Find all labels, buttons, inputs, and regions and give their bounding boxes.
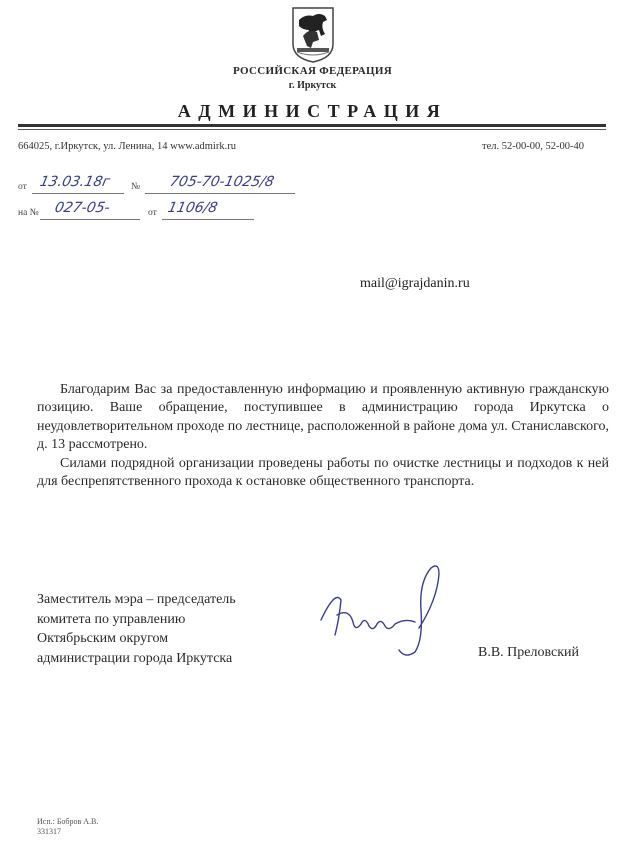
from-label: от [18,182,27,192]
executor-info [37,817,98,837]
reply-from-label: от [148,208,157,218]
reply-date: 1106/8 [166,200,219,216]
signer-name: В.В. Преловский [478,645,580,660]
handwritten-signature [315,560,455,660]
signer-position-line: Октябрьским округом [37,631,169,646]
executor-name: Исп.: Бобров А.В. [37,817,99,826]
reply-number: 027-05- [53,200,112,216]
recipient-email: mail@igrajdanin.ru [360,276,470,291]
signer-position-line: комитета по управлению [37,611,186,627]
body-paragraph-2: Силами подрядной организации проведены работы по очистке лестницы и подходов к ней для беспрепятственного прохода к остановке общественного транспорта. [37,455,609,490]
reply-number-underline [40,219,140,220]
phone-line: тел. 52-00-00, 52-00-40 [482,141,584,152]
registration-date: 13.03.18г [38,174,112,190]
body-paragraph-1: Благодарим Вас за предоставленную информацию и проявленную активную гражданскую позицию. Ваше обращение, поступившее в администрацию города Иркутска о неудовлетворительном проходе по лестнице, расположенной в районе дома ул. Станиславского, д. 13 рассмотрено. [37,382,609,453]
registration-number: 705-70-1025/8 [168,174,276,190]
address-line: 664025, г.Иркутск, ул. Ленина, 14 www.admirk.ru [18,141,236,152]
signer-position [37,590,236,668]
number-label: № [131,182,141,192]
reply-date-underline [162,219,254,220]
executor-phone: 331317 [37,827,61,836]
header-divider-thin [18,129,606,130]
city-name: г. Иркутск [288,80,337,91]
organization-title: АДМИНИСТРАЦИЯ [177,101,448,121]
header-divider-thick [18,124,606,127]
country-name: РОССИЙСКАЯ ФЕДЕРАЦИЯ [233,65,392,77]
signer-position-line: администрации города Иркутска [37,650,233,666]
number-underline [145,193,295,194]
letter-body [37,381,609,491]
date-underline [32,193,124,194]
reply-label: на № [18,208,39,218]
coat-of-arms-icon [291,6,335,64]
signer-position-line: Заместитель мэра – председатель [37,592,236,607]
